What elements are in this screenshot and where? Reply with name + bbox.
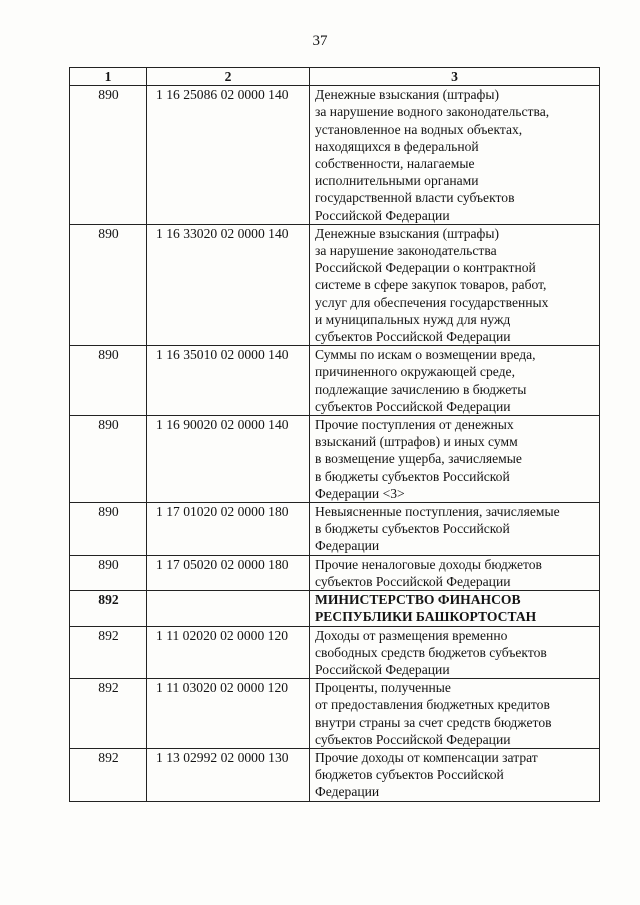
revenue-name-line: внутри страны за счет средств бюджетов <box>315 714 552 730</box>
revenue-name-line: Российской Федерации о контрактной <box>315 260 536 276</box>
administrator-code-cell: 892 <box>70 626 147 679</box>
revenue-name-line: Российской Федерации <box>315 661 450 677</box>
administrator-code-cell: 890 <box>70 224 147 345</box>
revenue-code-cell: 1 16 33020 02 0000 140 <box>147 224 310 345</box>
table-row <box>70 346 600 416</box>
revenue-name-line: Федерации <3> <box>315 485 405 501</box>
revenue-name-cell <box>310 224 600 345</box>
administrator-code-cell: 890 <box>70 503 147 556</box>
revenue-name-cell <box>310 555 600 590</box>
revenue-code-cell: 1 11 02020 02 0000 120 <box>147 626 310 679</box>
revenue-name-line: причиненного окружающей среде, <box>315 364 515 380</box>
table-row <box>70 679 600 749</box>
revenue-name-line: субъектов Российской Федерации <box>315 731 511 747</box>
revenue-name-line: за нарушение законодательства <box>315 243 497 259</box>
revenue-name-line: собственности, налагаемые <box>315 156 475 172</box>
table-header-row <box>70 68 600 86</box>
revenue-name-line: свободных средств бюджетов субъектов <box>315 644 547 660</box>
column-header-3: 3 <box>310 68 600 86</box>
revenue-name-cell <box>310 503 600 556</box>
revenue-name-line: Прочие неналоговые доходы бюджетов <box>315 556 542 572</box>
revenue-code-cell: 1 13 02992 02 0000 130 <box>147 748 310 801</box>
revenue-name-line: находящихся в федеральной <box>315 138 479 154</box>
revenue-name-line: Денежные взыскания (штрафы) <box>315 87 500 103</box>
revenue-name-line: субъектов Российской Федерации <box>315 329 511 345</box>
section-header-row <box>70 591 600 626</box>
page-number: 37 <box>312 33 328 49</box>
revenue-name-line: Прочие доходы от компенсации затрат <box>315 749 538 765</box>
table-row <box>70 626 600 679</box>
revenue-name-cell <box>310 416 600 503</box>
administrator-code-cell: 892 <box>70 679 147 749</box>
revenue-code-cell: 1 11 03020 02 0000 120 <box>147 679 310 749</box>
revenue-name-line: установленное на водных объектах, <box>315 121 523 137</box>
revenue-code-cell: 1 17 01020 02 0000 180 <box>147 503 310 556</box>
revenue-name-line: субъектов Российской Федерации <box>315 573 511 589</box>
revenue-name-line: подлежащие зачислению в бюджеты <box>315 381 527 397</box>
revenue-code-cell: 1 17 05020 02 0000 180 <box>147 555 310 590</box>
administrator-code-cell: 890 <box>70 86 147 225</box>
revenue-name-line: Федерации <box>315 538 380 554</box>
revenue-name-line: Доходы от размещения временно <box>315 627 508 643</box>
revenue-name-line: услуг для обеспечения государственных <box>315 294 549 310</box>
revenue-name-line: и муниципальных нужд для нужд <box>315 311 511 327</box>
revenue-code-cell: 1 16 90020 02 0000 140 <box>147 416 310 503</box>
table-row <box>70 224 600 345</box>
revenue-name-cell <box>310 626 600 679</box>
revenue-name-line: в возмещение ущерба, зачисляемые <box>315 451 522 467</box>
administrator-code-cell: 890 <box>70 416 147 503</box>
column-header-1: 1 <box>70 68 147 86</box>
revenue-name-cell <box>310 591 600 626</box>
revenue-codes-table <box>69 67 600 802</box>
revenue-name-line: системе в сфере закупок товаров, работ, <box>315 277 547 293</box>
table-row <box>70 86 600 225</box>
revenue-name-cell <box>310 86 600 225</box>
revenue-name-line: РЕСПУБЛИКИ БАШКОРТОСТАН <box>315 609 537 625</box>
revenue-code-cell: 1 16 25086 02 0000 140 <box>147 86 310 225</box>
revenue-name-line: в бюджеты субъектов Российской <box>315 521 510 537</box>
table-row <box>70 416 600 503</box>
administrator-code-cell: 890 <box>70 555 147 590</box>
revenue-name-line: в бюджеты субъектов Российской <box>315 468 510 484</box>
table-body <box>70 86 600 801</box>
revenue-name-line: взысканий (штрафов) и иных сумм <box>315 434 518 450</box>
revenue-name-line: за нарушение водного законодательства, <box>315 104 550 120</box>
revenue-name-line: Проценты, полученные <box>315 680 451 696</box>
revenue-name-line: бюджетов субъектов Российской <box>315 767 504 783</box>
revenue-name-line: от предоставления бюджетных кредитов <box>315 697 550 713</box>
revenue-name-line: МИНИСТЕРСТВО ФИНАНСОВ <box>315 592 521 608</box>
revenue-name-line: субъектов Российской Федерации <box>315 398 511 414</box>
revenue-name-line: исполнительными органами <box>315 173 479 189</box>
revenue-name-line: Прочие поступления от денежных <box>315 417 514 433</box>
revenue-name-line: Российской Федерации <box>315 207 450 223</box>
revenue-name-cell <box>310 748 600 801</box>
table-row <box>70 748 600 801</box>
revenue-name-cell <box>310 679 600 749</box>
revenue-name-line: Суммы по искам о возмещении вреда, <box>315 347 536 363</box>
revenue-name-line: Невыясненные поступления, зачисляемые <box>315 504 560 520</box>
revenue-code-cell <box>147 591 310 626</box>
revenue-name-cell <box>310 346 600 416</box>
administrator-code-cell: 890 <box>70 346 147 416</box>
table-row <box>70 503 600 556</box>
revenue-code-cell: 1 16 35010 02 0000 140 <box>147 346 310 416</box>
revenue-name-line: государственной власти субъектов <box>315 190 515 206</box>
administrator-code-cell: 892 <box>70 748 147 801</box>
table-row <box>70 555 600 590</box>
revenue-name-line: Федерации <box>315 784 380 800</box>
revenue-name-line: Денежные взыскания (штрафы) <box>315 225 500 241</box>
administrator-code-cell: 892 <box>70 591 147 626</box>
column-header-2: 2 <box>147 68 310 86</box>
